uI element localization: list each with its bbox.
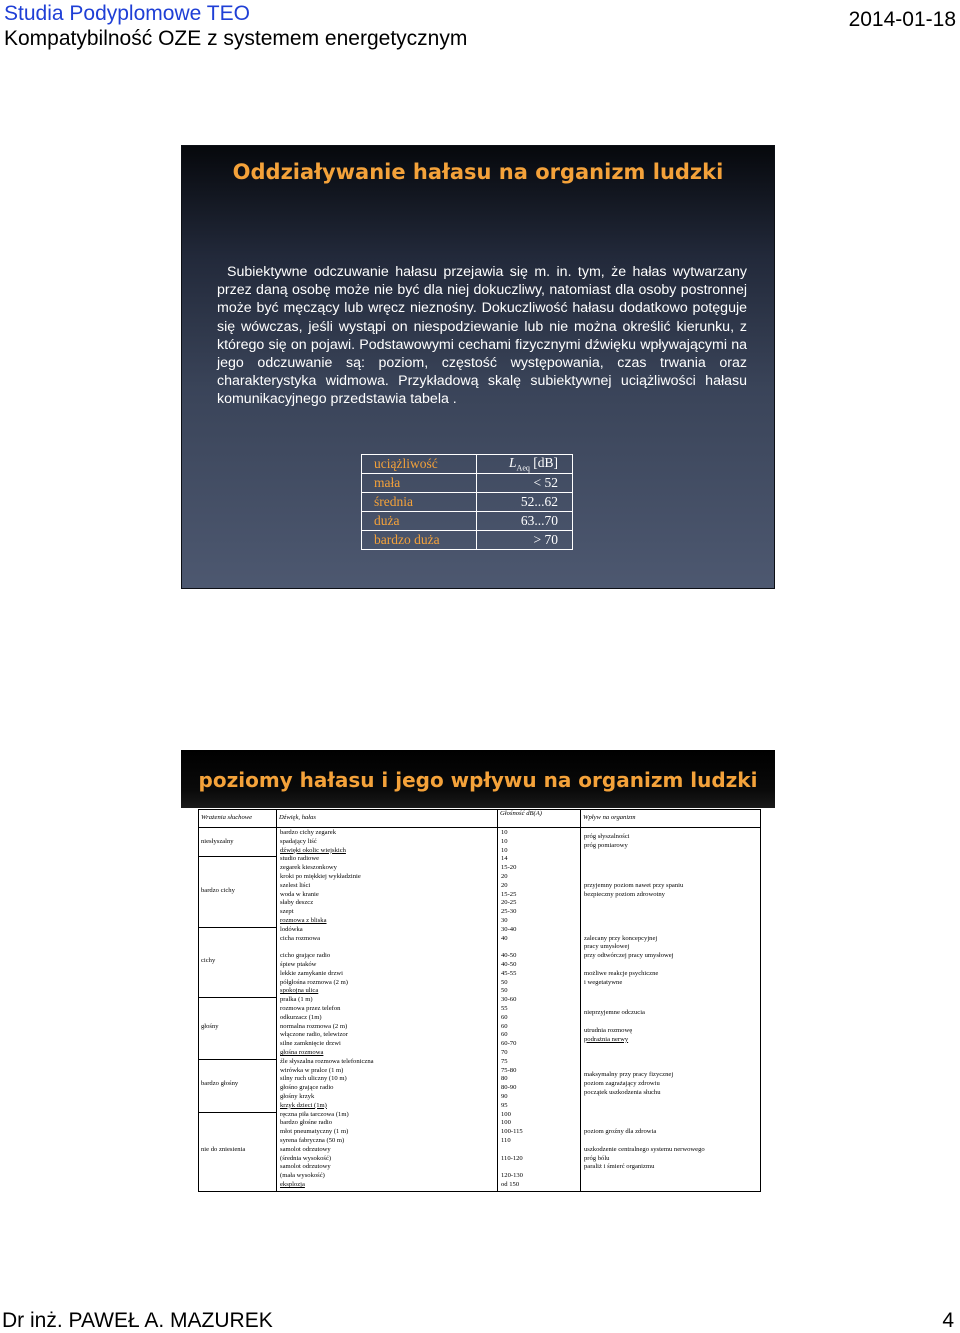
sound-item: młot pneumatyczny (1 m): [280, 1128, 349, 1136]
sound-item: półgłośna rozmowa (2 m): [280, 978, 348, 986]
laeq-subscript: Aeq: [516, 463, 530, 473]
header-loudness: Głośność dB(A): [500, 810, 542, 817]
level-item: 110-120: [501, 1154, 523, 1162]
effect-item: uszkodzenie centralnego systemu nerwowego: [584, 1145, 705, 1153]
header-subtitle: Kompatybilność OZE z systemem energetycznym: [4, 27, 468, 50]
level-item: 30: [501, 916, 508, 924]
level-list: [501, 1111, 580, 1190]
level-item: 60: [501, 1022, 508, 1030]
col-loudness: [497, 810, 581, 1191]
group-label: niesłyszalny: [201, 838, 234, 846]
annoyance-cell: bardzo duża: [362, 531, 477, 550]
level-item: 100: [501, 1119, 511, 1127]
level-item: 40-50: [501, 960, 517, 968]
effect-item: nieprzyjemne odczucia: [584, 1009, 645, 1017]
effect-item: próg bólu: [584, 1154, 610, 1162]
slide-noise-levels: [181, 750, 775, 1194]
sound-item: zegarek kieszonkowy: [280, 864, 337, 872]
sound-item: włączone radio, telewizor: [280, 1031, 348, 1039]
col-effect: [580, 810, 762, 1191]
level-item: 100-115: [501, 1128, 523, 1136]
level-item: 20: [501, 872, 508, 880]
level-item: 110: [501, 1136, 511, 1144]
annoyance-cell: duża: [362, 512, 477, 531]
level-item: 60: [501, 1031, 508, 1039]
sound-item: rozmowa z bliska: [280, 916, 327, 924]
annoyance-col-header: uciążliwość: [362, 455, 477, 474]
effect-item: bezpieczny poziom zdrowotny: [584, 890, 665, 898]
table-row: [362, 512, 573, 531]
laeq-unit: [dB]: [533, 455, 558, 471]
group-divider: [199, 927, 276, 928]
sound-item: samolot odrzutowy: [280, 1163, 331, 1171]
table-row: [362, 531, 573, 550]
level-item: 100: [501, 1110, 511, 1118]
level-list: [501, 829, 580, 855]
level-item: od 150: [501, 1180, 520, 1188]
sound-item: woda w kranie: [280, 890, 319, 898]
effect-item: przy odtwórczej pracy umysłowej: [584, 952, 674, 960]
header-date: 2014-01-18: [848, 8, 956, 31]
level-item: 40: [501, 934, 508, 942]
effect-item: możliwe reakcje psychiczne: [584, 969, 659, 977]
effect-list: [584, 882, 762, 900]
sound-item: śpiew ptaków: [280, 960, 317, 968]
header-hearing-impression: Wrażenia słuchowe: [201, 814, 253, 821]
effect-item: początek uszkodzenia słuchu: [584, 1088, 661, 1096]
sound-item: pralka (1 m): [280, 996, 313, 1004]
level-cell: > 70: [476, 531, 572, 550]
sound-item: głośny krzyk: [280, 1092, 315, 1100]
sound-item: krzyk dzieci (1m): [280, 1101, 327, 1109]
level-item: 10: [501, 829, 508, 836]
effect-item: [584, 1137, 762, 1146]
sound-item: cicho grające radio: [280, 952, 331, 960]
slide1-title: Oddziaływanie hałasu na organizm ludzki: [232, 160, 724, 184]
sound-list: [280, 1058, 497, 1111]
sound-item: źle słyszalna rozmowa telefoniczna: [280, 1057, 374, 1065]
annoyance-table-header: [362, 455, 573, 474]
group-divider: [199, 856, 276, 857]
level-item: [501, 1146, 580, 1155]
sound-item: normalna rozmowa (2 m): [280, 1022, 348, 1030]
sound-item: syrena fabryczna (50 m): [280, 1136, 345, 1144]
effect-item: maksymalny przy pracy fizycznej: [584, 1071, 674, 1078]
sound-item: studio radiowe: [280, 855, 320, 863]
level-cell: 52...62: [476, 493, 572, 512]
sound-item: ręczna piła tarczowa (1m): [280, 1110, 349, 1118]
effect-item: paraliż i śmierć organizmu: [584, 1163, 655, 1171]
header-sound-noise: Dźwięk, hałas: [279, 814, 316, 821]
sound-item: bardzo cichy zegarek: [280, 829, 337, 836]
sound-item: kroki po miękkiej wykładzinie: [280, 872, 361, 880]
level-item: [501, 1163, 580, 1172]
level-list: [501, 926, 580, 996]
slide2-title: poziomy hałasu i jego wpływu na organizm ludzki: [198, 768, 758, 792]
effect-item: podrażnia nerwy: [584, 1035, 629, 1043]
header-title: Studia Podyplomowe TEO: [4, 2, 250, 25]
annoyance-cell: mała: [362, 474, 477, 493]
sound-list: [280, 926, 497, 996]
effect-item: utrudnia rozmowę: [584, 1026, 633, 1034]
level-item: 15-25: [501, 890, 517, 898]
level-item: 40-50: [501, 952, 517, 960]
level-item: 60-70: [501, 1040, 517, 1048]
slide-noise-impact: [181, 145, 775, 589]
effect-item: próg pomiarowy: [584, 842, 628, 850]
group-label: głośny: [201, 1023, 219, 1030]
level-list: [501, 1058, 580, 1111]
effect-item: pracy umysłowej: [584, 943, 630, 951]
level-item: 70: [501, 1048, 508, 1056]
sound-item: eksplozja: [280, 1180, 305, 1188]
annoyance-table: [361, 454, 573, 550]
footer-author: Dr inż. PAWEŁ A. MAZUREK: [2, 1309, 273, 1332]
table-row: [362, 493, 573, 512]
sound-item: silne zamknięcie drzwi: [280, 1040, 341, 1048]
effect-item: zalecany przy koncepcyjnej: [584, 934, 658, 942]
sound-item: (mała wysokość): [280, 1172, 325, 1180]
effect-item: i wegetatywne: [584, 978, 623, 986]
sound-item: silny ruch uliczny (10 m): [280, 1075, 347, 1083]
level-item: 10: [501, 837, 508, 845]
laeq-symbol: L: [509, 455, 517, 471]
effect-item: próg słyszalności: [584, 833, 630, 841]
sound-item: dźwięki okolic wiejskich: [280, 846, 346, 854]
sound-item: wirówka w pralce (1 m): [280, 1066, 344, 1074]
level-cell: 63...70: [476, 512, 572, 531]
level-item: 30-40: [501, 925, 517, 933]
sound-item: głośna rozmowa: [280, 1048, 324, 1056]
sound-item: słaby deszcz: [280, 899, 314, 907]
col-sound-noise: [276, 810, 498, 1191]
sound-item: bardzo głośne radio: [280, 1119, 332, 1127]
sound-list: [280, 855, 497, 925]
level-list: [501, 996, 580, 1058]
level-item: 75: [501, 1057, 508, 1065]
sound-item: rozmowa przez telefon: [280, 1004, 341, 1012]
slide1-paragraph: [217, 263, 747, 409]
level-item: 90: [501, 1092, 508, 1100]
sound-item: (średnia wysokość): [280, 1154, 332, 1162]
level-item: 80-90: [501, 1084, 517, 1092]
effect-list: [584, 935, 762, 988]
effect-list: [584, 1071, 762, 1097]
level-item: 20-25: [501, 899, 517, 907]
level-cell: < 52: [476, 474, 572, 493]
level-item: 25-30: [501, 908, 517, 916]
effect-item: poziom groźny dla zdrowia: [584, 1128, 657, 1136]
effect-item: [584, 961, 762, 970]
level-list: [501, 855, 580, 925]
level-item: 55: [501, 1004, 508, 1012]
level-item: 50: [501, 978, 508, 986]
level-item: 50: [501, 987, 508, 995]
group-divider: [199, 997, 276, 998]
level-item: 45-55: [501, 969, 517, 977]
effect-list: [584, 833, 762, 851]
effect-list: [584, 1128, 762, 1172]
effect-item: [584, 1018, 762, 1027]
sound-item: spadający liść: [280, 837, 317, 845]
group-label: cichy: [201, 957, 216, 964]
level-item: 95: [501, 1101, 508, 1109]
sound-item: [280, 943, 497, 952]
sound-item: szept: [280, 908, 294, 916]
sound-item: odkurzacz (1m): [280, 1013, 322, 1021]
level-item: [501, 943, 580, 952]
group-label: nie do zniesienia: [201, 1146, 246, 1154]
sound-item: samolot odrzutowy: [280, 1145, 331, 1153]
group-label: bardzo cichy: [201, 886, 235, 894]
header-divider: [199, 827, 760, 828]
level-item: 20: [501, 881, 508, 889]
group-label: bardzo głośny: [201, 1080, 239, 1088]
level-item: 30-60: [501, 996, 517, 1004]
sound-item: cicha rozmowa: [280, 934, 321, 942]
table-row: [362, 474, 573, 493]
level-col-header: [476, 455, 572, 474]
annoyance-cell: średnia: [362, 493, 477, 512]
effect-item: poziom zagrażający zdrowiu: [584, 1079, 660, 1087]
effect-item: przyjemny poziom nawet przy spaniu: [584, 881, 684, 889]
level-item: 75-80: [501, 1066, 517, 1074]
sound-item: szelest liści: [280, 881, 311, 889]
sound-item: lodówka: [280, 925, 303, 933]
sound-item: lekkie zamykanie drzwi: [280, 969, 343, 977]
col-hearing-impression: [199, 810, 277, 1191]
sound-list: [280, 1111, 497, 1190]
level-item: 60: [501, 1013, 508, 1021]
level-item: 120-130: [501, 1172, 523, 1180]
group-divider: [199, 1112, 276, 1113]
sound-list: [280, 829, 497, 855]
slide1-paragraph-text: Subiektywne odczuwanie hałasu przejawia się m. in. tym, że hałas wytwarzany przez daną osobę może nie być dla niej dokuczliwy, natomiast dla osoby postronnej może być męczący lub wręcz nieznośny. Dokuczliwość hałasu dodatkowo potęguje się wówczas, jeśli wystąpi on niespodziewanie lub nie można określić kierunku, z którego się on pojawi. Podstawowymi cechami fizycznymi dźwięku wpływającymi na jego odczuwanie są: poziom, częstość występowania, czas trwania oraz charakterystyka widmowa. Przykładową skalę subiektywnej uciążliwości hałasu komunikacyjnego przedstawia tabela .: [217, 264, 747, 408]
level-item: 15-20: [501, 864, 517, 872]
sound-item: głośno grające radio: [280, 1084, 334, 1092]
header-effect: Wpływ na organizm: [583, 814, 636, 821]
sound-list: [280, 996, 497, 1058]
level-item: 10: [501, 846, 508, 854]
level-item: 14: [501, 855, 508, 863]
page-number: 4: [942, 1309, 954, 1332]
group-divider: [199, 1059, 276, 1060]
noise-levels-table: [198, 809, 761, 1192]
level-item: 80: [501, 1075, 508, 1083]
effect-list: [584, 1009, 762, 1044]
sound-item: spokojna ulica: [280, 987, 319, 995]
